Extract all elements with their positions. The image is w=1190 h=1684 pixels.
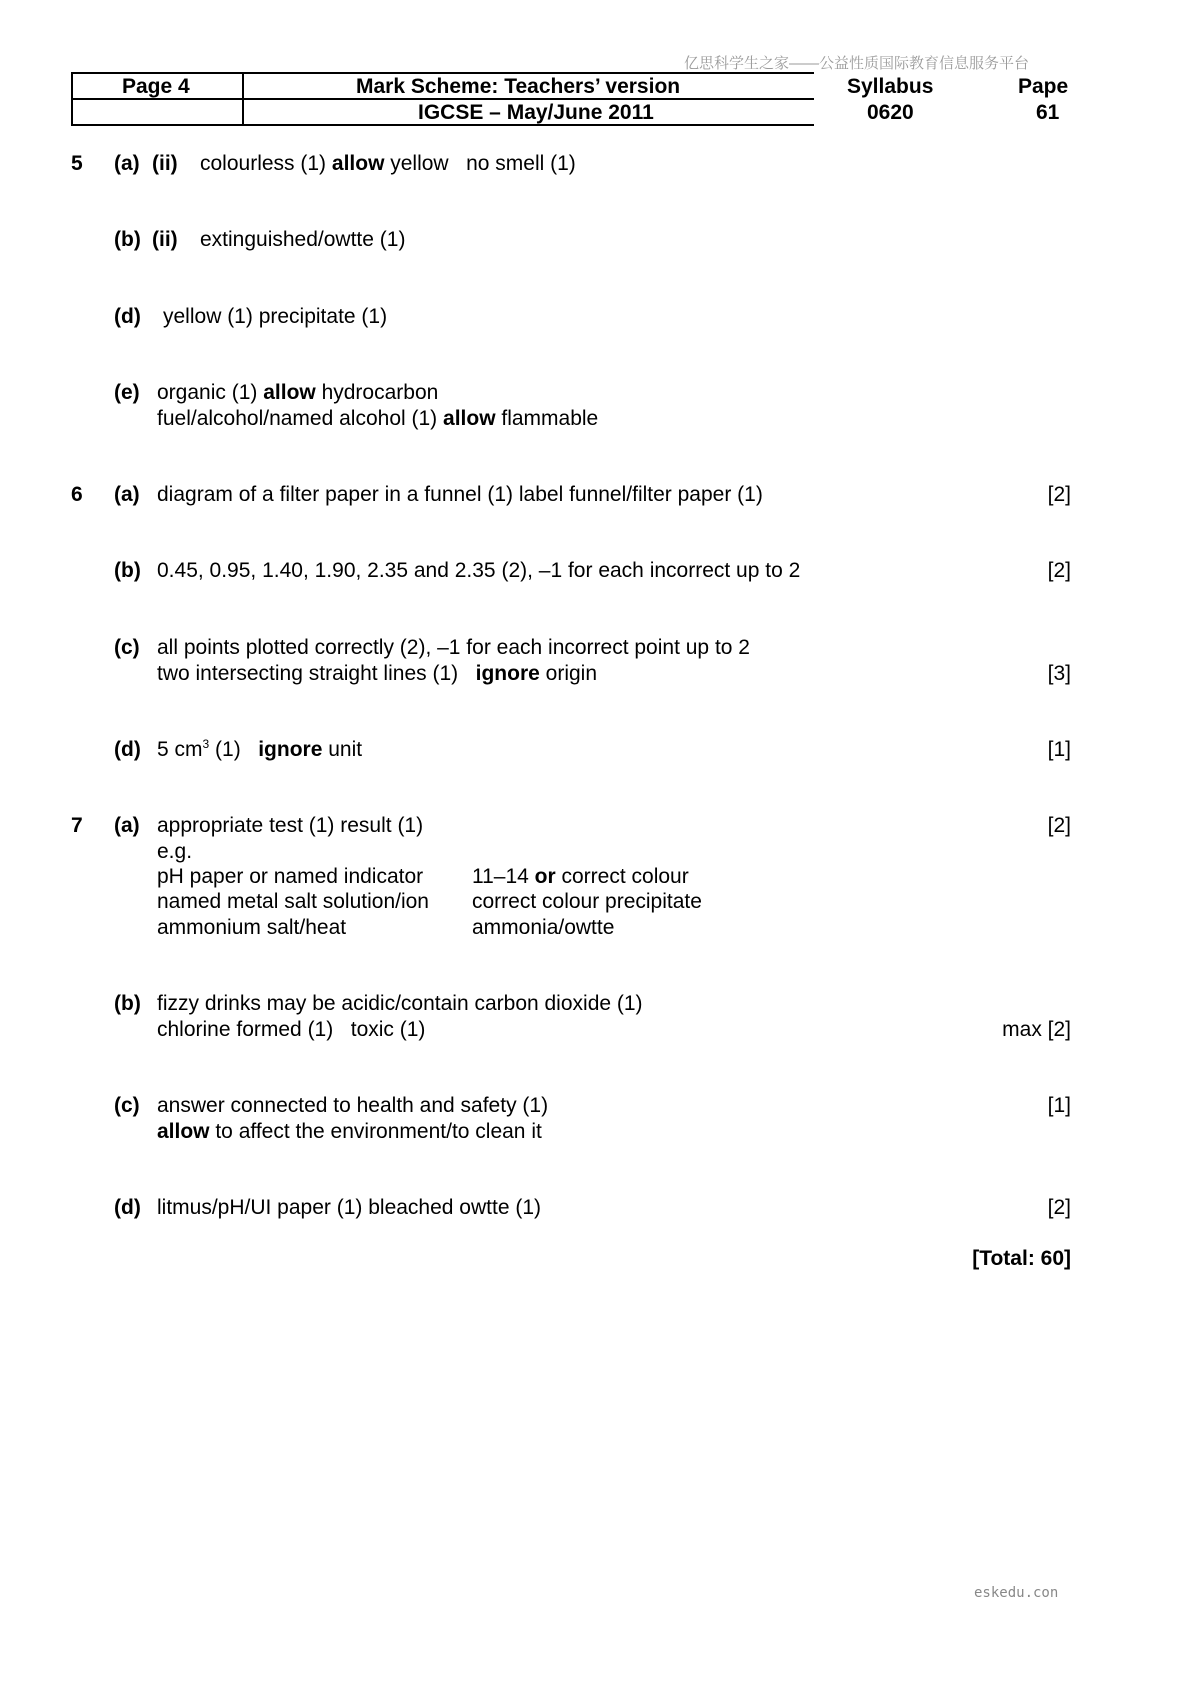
q6c-answer-line1: all points plotted correctly (2), –1 for each incorrect point up to 2 xyxy=(157,636,750,659)
q5a-sub-label: (ii) xyxy=(152,152,178,175)
q7b-label: (b) xyxy=(114,992,141,1015)
q7c-answer-line2: allow to affect the environment/to clean it xyxy=(157,1120,542,1143)
q5d-answer: yellow (1) precipitate (1) xyxy=(163,305,388,328)
q7a-row2-test: named metal salt solution/ion xyxy=(157,890,429,913)
footer-site: eskedu.con xyxy=(974,1585,1059,1601)
q5e-answer-line1: organic (1) allow hydrocarbon xyxy=(157,381,439,404)
question-number-5: 5 xyxy=(71,152,83,175)
header-syllabus-label: Syllabus xyxy=(847,75,934,98)
q6b-mark: [2] xyxy=(1047,559,1071,582)
q6a-label: (a) xyxy=(114,483,140,506)
header-title: Mark Scheme: Teachers’ version xyxy=(356,75,681,98)
q6c-label: (c) xyxy=(114,636,140,659)
q7b-mark: max [2] xyxy=(1002,1018,1071,1041)
header-mid-rule xyxy=(71,98,814,100)
q6d-answer: 5 $cm^3$ (1) ignore unit xyxy=(157,737,363,761)
q7b-answer-line1: fizzy drinks may be acidic/contain carbon dioxide (1) xyxy=(157,992,643,1015)
q5a-answer: colourless (1) allow yellow no smell (1) xyxy=(200,152,576,175)
q7a-eg: e.g. xyxy=(157,840,193,863)
q7a-label: (a) xyxy=(114,814,140,837)
q7d-label: (d) xyxy=(114,1196,141,1219)
q5a-label: (a) xyxy=(114,152,140,175)
q5e-label: (e) xyxy=(114,381,140,404)
q7a-row1-result: 11–14 or correct colour xyxy=(472,865,689,888)
header-syllabus-value: 0620 xyxy=(867,101,914,124)
q7c-answer-line1: answer connected to health and safety (1) xyxy=(157,1094,549,1117)
q7d-answer: litmus/pH/UI paper (1) bleached owtte (1) xyxy=(157,1196,541,1219)
q5b-label: (b) xyxy=(114,228,141,251)
header-paper-value: 61 xyxy=(1036,101,1060,124)
q7a-row1-test: pH paper or named indicator xyxy=(157,865,424,888)
q6b-answer: 0.45, 0.95, 1.40, 1.90, 2.35 and 2.35 (2), –1 for each incorrect up to 2 xyxy=(157,559,801,582)
watermark-text: 亿思科学生之家——公益性质国际教育信息服务平台 xyxy=(684,55,1030,72)
question-number-7: 7 xyxy=(71,814,83,837)
q7a-row3-test: ammonium salt/heat xyxy=(157,916,347,939)
header-subtitle: IGCSE – May/June 2011 xyxy=(418,101,654,124)
q6b-label: (b) xyxy=(114,559,141,582)
q7b-answer-line2: chlorine formed (1) toxic (1) xyxy=(157,1018,426,1041)
q5d-label: (d) xyxy=(114,305,141,328)
q6d-label: (d) xyxy=(114,738,141,761)
q6a-answer: diagram of a filter paper in a funnel (1) label funnel/filter paper (1) xyxy=(157,483,763,506)
header-top-rule xyxy=(71,72,814,74)
q7a-mark: [2] xyxy=(1047,814,1071,837)
q6c-answer-line2: two intersecting straight lines (1) ignore origin xyxy=(157,662,598,685)
q7a-row3-result: ammonia/owtte xyxy=(472,916,615,939)
q7c-label: (c) xyxy=(114,1094,140,1117)
header-paper-label: Pape xyxy=(1018,75,1069,98)
total-mark: [Total: 60] xyxy=(972,1247,1071,1270)
header-left-border xyxy=(71,72,73,125)
q7a-row2-result: correct colour precipitate xyxy=(472,890,702,913)
q6d-mark: [1] xyxy=(1047,738,1071,761)
question-number-6: 6 xyxy=(71,483,83,506)
q6a-mark: [2] xyxy=(1047,483,1071,506)
q5b-sub-label: (ii) xyxy=(152,228,178,251)
q6c-mark: [3] xyxy=(1047,662,1071,685)
header-page: Page 4 xyxy=(122,75,190,98)
q7c-mark: [1] xyxy=(1047,1094,1071,1117)
header-divider xyxy=(242,72,244,125)
q7d-mark: [2] xyxy=(1047,1196,1071,1219)
header-bottom-rule xyxy=(71,124,814,126)
q7a-answer-line1: appropriate test (1) result (1) xyxy=(157,814,424,837)
q5b-answer: extinguished/owtte (1) xyxy=(200,228,406,251)
q5e-answer-line2: fuel/alcohol/named alcohol (1) allow flammable xyxy=(157,407,599,430)
